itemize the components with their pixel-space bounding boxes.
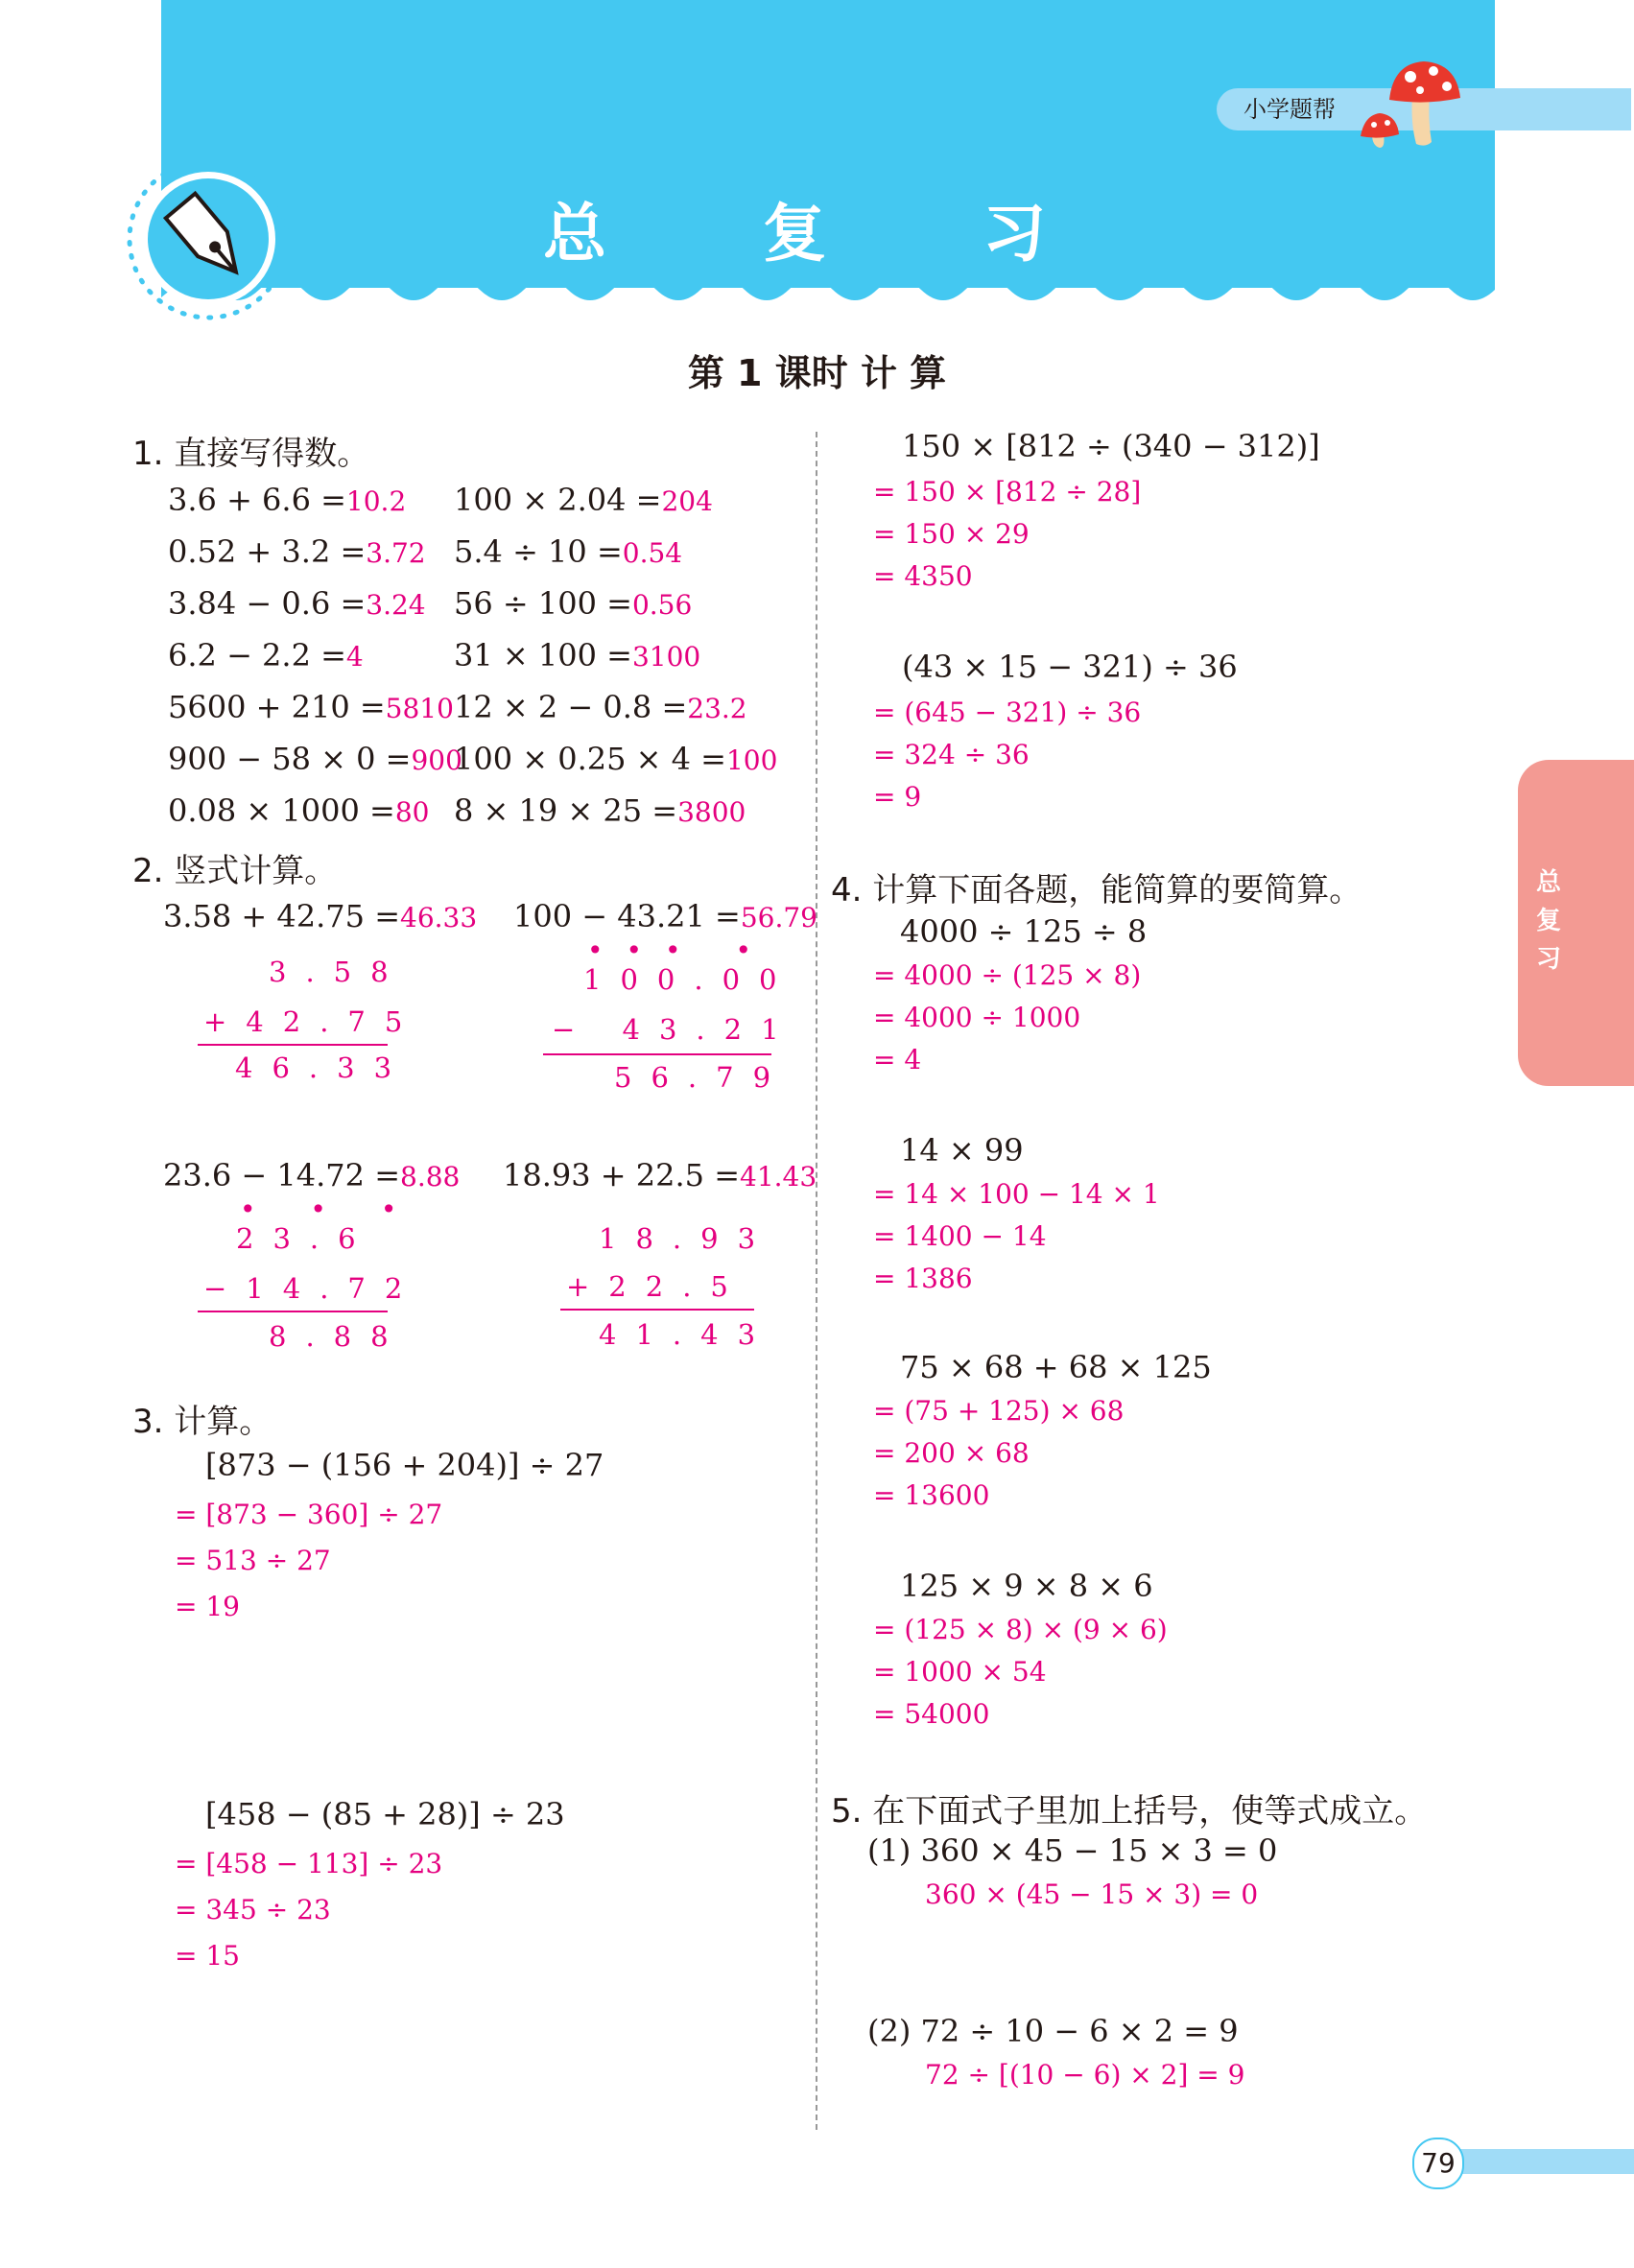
q1-item: 900 − 58 × 0 =900 (168, 741, 462, 777)
q2-p2-row2: − 43.21 (552, 1013, 798, 1046)
q1-item: 3.6 + 6.6 =10.2 (168, 482, 407, 518)
q2-p3-expr: 23.6 − 14.72 =8.88 (163, 1157, 461, 1193)
header-wave (161, 269, 1495, 317)
side-tab-label: 总复习 (1535, 868, 1561, 974)
q3-e3-step: = 150 × 29 (873, 518, 1030, 550)
q2-p3-row3: 8.88 (269, 1320, 408, 1353)
q3-e2-step: = 345 ÷ 23 (175, 1894, 331, 1925)
q2-p2-line (543, 1053, 771, 1055)
q3-e3-step: = 150 × [812 ÷ 28] (873, 476, 1142, 508)
q5-p1-answer: 360 × (45 − 15 × 3) = 0 (925, 1878, 1259, 1910)
q2-p2-dots: ••• • (587, 934, 774, 966)
q4-e4-step: = 54000 (873, 1698, 990, 1730)
q2-p3-row2: −14.72 (203, 1272, 422, 1305)
q1-item: 5.4 ÷ 10 =0.54 (454, 533, 683, 570)
q1-item: 100 × 2.04 =204 (454, 482, 713, 518)
q2-p2-row1: 100.00 (583, 963, 796, 996)
q2-p4-line (560, 1309, 754, 1311)
q2-p4-row1: 18.93 (599, 1222, 775, 1255)
q1-item: 31 × 100 =3100 (454, 637, 701, 673)
page-number: 79 (1412, 2138, 1464, 2189)
q4-e1-step: = 4000 ÷ (125 × 8) (873, 959, 1142, 991)
q4-e4-step: = (125 × 8) × (9 × 6) (873, 1614, 1168, 1645)
q1-item: 12 × 2 − 0.8 =23.2 (454, 689, 747, 725)
q2-p2-expr: 100 − 43.21 =56.79 (513, 898, 817, 934)
q4-e3-step: = (75 + 125) × 68 (873, 1395, 1125, 1427)
q2-p1-row1: 3.58 (269, 956, 408, 988)
page-title: 总 复 习 (543, 197, 1113, 271)
q1-item: 56 ÷ 100 =0.56 (454, 585, 693, 622)
q2-title: 2. 竖式计算。 (132, 852, 338, 890)
q1-item: 0.08 × 1000 =80 (168, 792, 430, 829)
q3-e1-step: = 19 (175, 1591, 240, 1622)
q4-e3-step: = 13600 (873, 1479, 990, 1511)
q3-e3-step: = 4350 (873, 560, 973, 592)
q4-e2-step: = 1386 (873, 1263, 973, 1294)
q5-p1-expr: (1) 360 × 45 − 15 × 3 = 0 (867, 1832, 1278, 1869)
q4-e2-expr: 14 × 99 (900, 1132, 1024, 1169)
mushroom-icon (1361, 56, 1474, 152)
q3-e4-step: = (645 − 321) ÷ 36 (873, 697, 1142, 728)
q4-e3-expr: 75 × 68 + 68 × 125 (900, 1349, 1212, 1385)
page-number-bar (1437, 2149, 1634, 2174)
q4-e4-expr: 125 × 9 × 8 × 6 (900, 1568, 1153, 1604)
q1-item: 6.2 − 2.2 =4 (168, 637, 364, 673)
q3-e4-step: = 324 ÷ 36 (873, 739, 1030, 770)
q3-e2-step: = [458 − 113] ÷ 23 (175, 1848, 443, 1879)
q4-title: 4. 计算下面各题，能简算的要简算。 (831, 871, 1362, 910)
q1-item: 5600 + 210 =5810 (168, 689, 454, 725)
q2-p1-line (198, 1044, 388, 1046)
q4-e2-step: = 1400 − 14 (873, 1220, 1047, 1252)
q2-p2-row3: 56.79 (614, 1061, 791, 1094)
q2-p1-row2: +42.75 (203, 1005, 422, 1038)
q1-item: 0.52 + 3.2 =3.72 (168, 533, 426, 570)
q1-title: 1. 直接写得数。 (132, 435, 370, 473)
q4-e2-step: = 14 × 100 − 14 × 1 (873, 1178, 1160, 1210)
q5-title: 5. 在下面式子里加上括号，使等式成立。 (831, 1792, 1428, 1831)
q4-e1-step: = 4000 ÷ 1000 (873, 1002, 1081, 1033)
q3-e1-expr: [873 − (156 + 204)] ÷ 27 (205, 1447, 604, 1483)
q3-e1-step: = [873 − 360] ÷ 27 (175, 1499, 443, 1530)
q2-p4-row2: +22.5 (566, 1270, 747, 1303)
column-divider (816, 432, 817, 2130)
q5-p2-answer: 72 ÷ [(10 − 6) × 2] = 9 (925, 2059, 1245, 2091)
q4-e3-step: = 200 × 68 (873, 1437, 1030, 1469)
brand-label: 小学题帮 (1243, 96, 1336, 123)
q2-p3-line (198, 1311, 388, 1312)
q2-p4-row3: 41.43 (599, 1318, 775, 1351)
lesson-title: 第 1 课时 计 算 (687, 352, 947, 394)
q1-item: 3.84 − 0.6 =3.24 (168, 585, 426, 622)
q4-e1-expr: 4000 ÷ 125 ÷ 8 (900, 913, 1148, 950)
q1-item: 8 × 19 × 25 =3800 (454, 792, 746, 829)
q2-p3-dots: • • • (240, 1193, 420, 1225)
q2-p3-row1: 23.6 (236, 1222, 375, 1255)
q2-p1-row3: 46.33 (235, 1051, 412, 1084)
q5-p2-expr: (2) 72 ÷ 10 − 6 × 2 = 9 (867, 2013, 1239, 2049)
q4-e4-step: = 1000 × 54 (873, 1656, 1047, 1688)
q3-title: 3. 计算。 (132, 1403, 272, 1441)
q3-e3-expr: 150 × [812 ÷ (340 − 312)] (902, 428, 1320, 464)
q3-e2-step: = 15 (175, 1940, 240, 1972)
q3-e1-step: = 513 ÷ 27 (175, 1545, 331, 1576)
pen-nib-icon (127, 157, 290, 320)
q2-p4-expr: 18.93 + 22.5 =41.43 (503, 1157, 817, 1193)
q3-e2-expr: [458 − (85 + 28)] ÷ 23 (205, 1796, 565, 1832)
q2-p1-expr: 3.58 + 42.75 =46.33 (163, 898, 478, 934)
q4-e1-step: = 4 (873, 1044, 922, 1075)
q1-item: 100 × 0.25 × 4 =100 (454, 741, 778, 777)
q3-e4-step: = 9 (873, 781, 922, 813)
q3-e4-expr: (43 × 15 − 321) ÷ 36 (902, 649, 1238, 685)
